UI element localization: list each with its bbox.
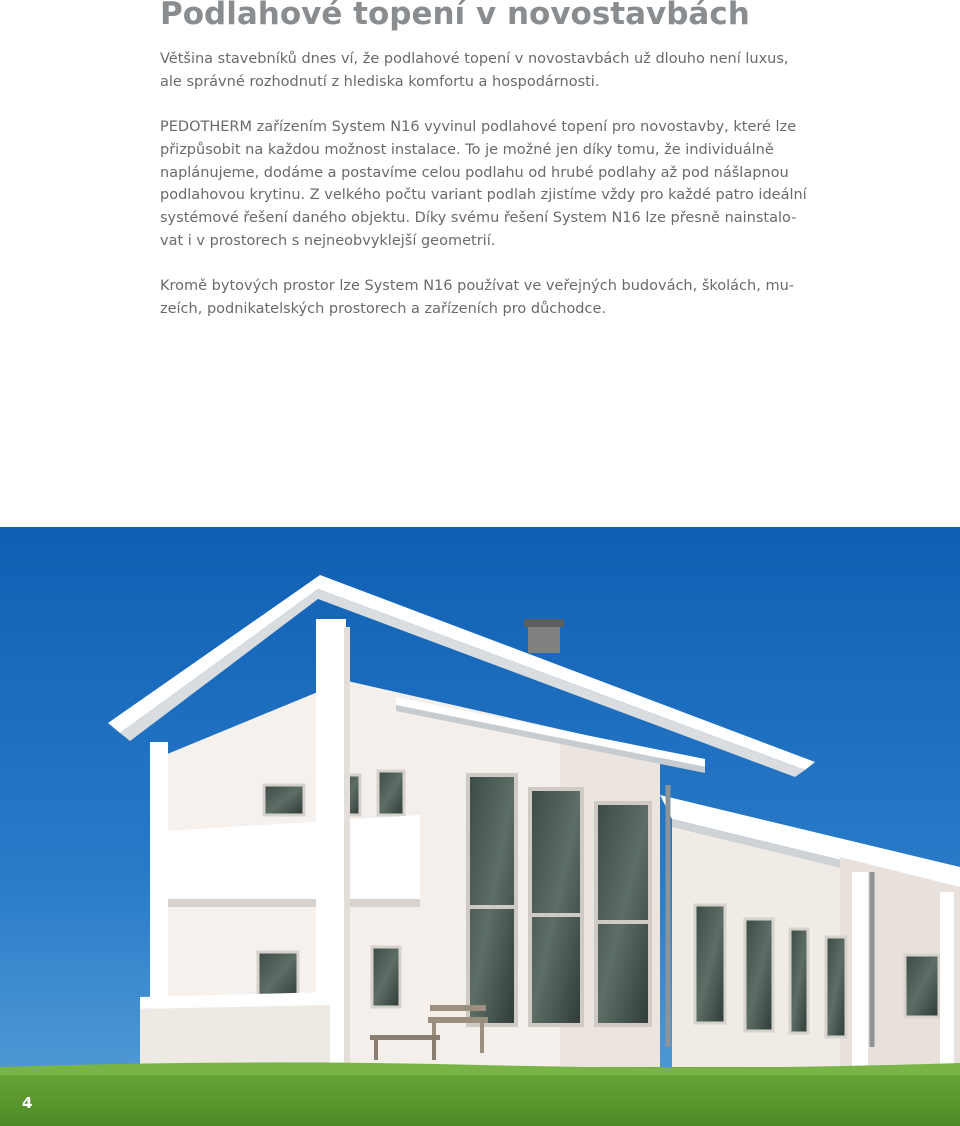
page-title: Podlahové topení v novostavbách [160, 0, 750, 32]
tall-window [530, 789, 582, 1025]
paragraph-system [160, 116, 807, 252]
text-line: PEDOTHERM zařízením System N16 vyvinul podlahové topení pro novostavby, které lze [160, 119, 797, 136]
tall-window [468, 775, 516, 1025]
page-number: 4 [22, 1094, 33, 1112]
text-line: naplánujeme, dodáme a postavíme celou podlahu od hrubé podlahy až pod nášlapnou [160, 164, 789, 181]
text-line: vat i v prostorech s nejneobvyklejší geometrií. [160, 232, 496, 249]
house-photo [0, 527, 960, 1126]
text-line: systémové řešení daného objektu. Díky svému řešení System N16 lze přesně nainstalo- [160, 209, 797, 226]
text-line: zeích, podnikatelských prostorech a zařízeních pro důchodce. [160, 300, 607, 317]
text-line: podlahovou krytinu. Z velkého počtu variant podlah zjistíme vždy pro každé patro ideální [160, 187, 807, 204]
tall-window [596, 803, 650, 1025]
lawn [0, 1067, 960, 1126]
text-line: ale správné rozhodnutí z hlediska komfortu a hospodárnosti. [160, 73, 600, 90]
body-text [160, 48, 807, 320]
chimney [528, 623, 560, 653]
paragraph-usage [160, 275, 800, 320]
paragraph-intro [160, 48, 800, 93]
text-line: Kromě bytových prostor lze System N16 používat ve veřejných budovách, školách, mu- [160, 278, 794, 294]
house-illustration [0, 527, 960, 1126]
text-line: přizpůsobit na každou možnost instalace. To je možné jen díky tomu, že individuálně [160, 141, 774, 158]
text-line: Většina stavebníků dnes ví, že podlahové topení v novostavbách už dlouho není luxus, [160, 51, 789, 67]
